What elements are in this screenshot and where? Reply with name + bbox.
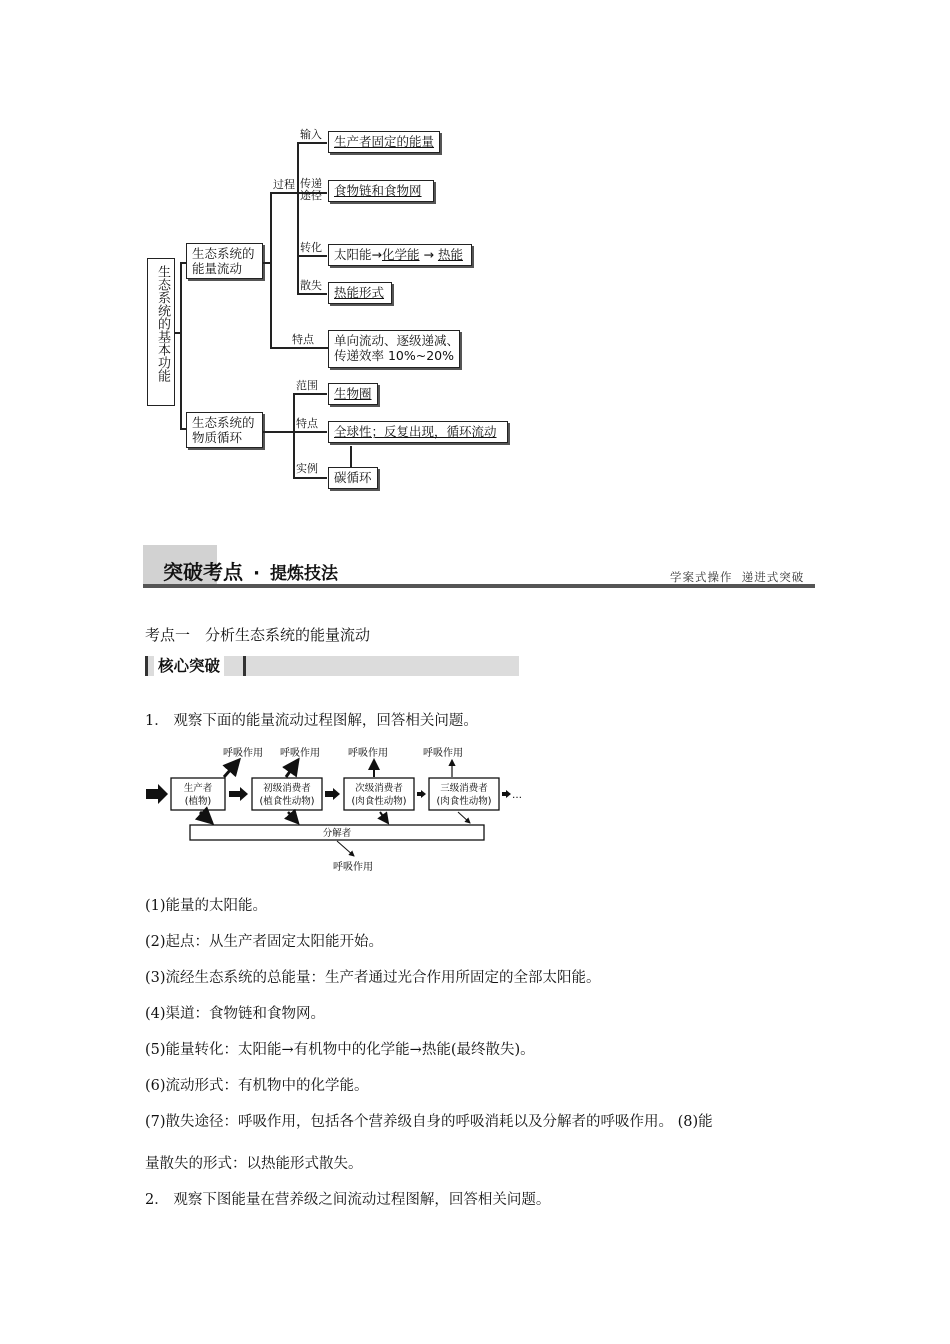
connector xyxy=(297,142,299,294)
connector xyxy=(297,142,327,144)
banner-title: 突破考点 xyxy=(163,560,243,584)
respiration-text: 呼吸作用 xyxy=(423,748,463,759)
core-bar-edge-left xyxy=(145,656,148,676)
respiration-arrow-icon xyxy=(337,841,354,856)
transfer-box xyxy=(328,180,434,202)
feature-value-2: 传递效率 10%~20% xyxy=(334,348,455,363)
energy-flow-diagram xyxy=(140,740,540,880)
item-7: (7)散失途径：呼吸作用，包括各个营养级自身的呼吸消耗以及分解者的呼吸作用。 (8)能 xyxy=(145,1114,713,1130)
decompose-arrow-icon xyxy=(288,812,298,823)
item-2: (2)起点：从生产者固定太阳能开始。 xyxy=(145,934,384,950)
tertiary-text-1: 三级消费者 xyxy=(440,783,488,794)
producer-text-2: (植物) xyxy=(184,796,212,807)
input-label: 输入 xyxy=(300,128,322,141)
material-cycle-label: 生态系统的物质循环 xyxy=(192,415,255,445)
cycle-feature-label: 特点 xyxy=(296,417,318,430)
producer-text-1: 生产者 xyxy=(183,783,213,794)
core-label: 核心突破 xyxy=(154,656,224,676)
convert-b: 化学能 xyxy=(382,247,420,262)
arrow-icon: → xyxy=(419,247,438,262)
feature-label: 特点 xyxy=(292,333,314,346)
banner-right: 学案式操作 递进式突破 xyxy=(670,570,805,584)
connector xyxy=(293,477,327,479)
convert-box xyxy=(328,244,472,266)
respiration-text: 呼吸作用 xyxy=(348,748,388,759)
root-label: 生态系统的基本功能 xyxy=(155,265,170,382)
flow-arrow-icon xyxy=(325,788,340,800)
respiration-arrow-icon xyxy=(286,760,298,777)
energy-flow-label: 生态系统的能量流动 xyxy=(192,246,255,276)
respiration-arrow-icon xyxy=(224,760,239,777)
cycle-feature-value: 全球性；反复出现，循环流动 xyxy=(334,424,497,439)
input-box xyxy=(328,131,440,153)
question-2: 2． 观察下图能量在营养级之间流动过程图解，回答相关问题。 xyxy=(145,1192,551,1208)
dissipate-value: 热能形式 xyxy=(334,285,385,300)
example-value: 碳循环 xyxy=(334,470,372,485)
item-5: (5)能量转化：太阳能→有机物中的化学能→热能(最终散失)。 xyxy=(145,1042,535,1058)
item-6: (6)流动形式：有机物中的化学能。 xyxy=(145,1078,369,1094)
banner-dot: · xyxy=(253,563,260,584)
item-3: (3)流经生态系统的总能量：生产者通过光合作用所固定的全部太阳能。 xyxy=(145,970,601,986)
respiration-text: 呼吸作用 xyxy=(223,748,263,759)
core-bar xyxy=(145,656,519,676)
scope-value: 生物圈 xyxy=(334,386,372,401)
energy-flow-box xyxy=(186,243,263,279)
cycle-feature-box xyxy=(328,421,508,443)
connector xyxy=(350,446,352,468)
material-cycle-box xyxy=(186,412,263,448)
connector xyxy=(270,347,328,349)
example-box xyxy=(328,467,378,489)
connector xyxy=(293,393,295,478)
transfer-value: 食物链和食物网 xyxy=(334,183,422,198)
connector xyxy=(293,431,327,433)
connector xyxy=(263,431,294,433)
banner-subtitle: 提炼技法 xyxy=(270,564,339,584)
respiration-text: 呼吸作用 xyxy=(333,862,373,873)
section-heading: 考点一 分析生态系统的能量流动 xyxy=(145,626,371,644)
connector xyxy=(297,255,327,257)
item-4: (4)渠道：食物链和食物网。 xyxy=(145,1006,326,1022)
arrow-icon: → xyxy=(371,247,382,262)
primary-text-1: 初级消费者 xyxy=(263,783,311,794)
connector xyxy=(293,393,327,395)
scope-label: 范围 xyxy=(296,379,318,392)
banner-title-row xyxy=(163,556,338,585)
connector xyxy=(180,262,182,428)
root-box xyxy=(147,258,175,406)
respiration-text: 呼吸作用 xyxy=(280,748,320,759)
item-8: 量散失的形式：以热能形式散失。 xyxy=(145,1156,363,1172)
scope-box xyxy=(328,383,378,405)
primary-text-2: (植食性动物) xyxy=(259,796,315,807)
process-label: 过程 xyxy=(273,178,295,191)
decompose-arrow-icon xyxy=(200,812,212,823)
feature-value-1: 单向流动、逐级递减、 xyxy=(334,333,460,348)
feature-box xyxy=(328,330,460,368)
transfer-label: 传递途径 xyxy=(300,177,322,202)
question-1: 1． 观察下面的能量流动过程图解，回答相关问题。 xyxy=(145,713,478,729)
flow-arrow-icon xyxy=(417,790,426,798)
convert-label: 转化 xyxy=(300,241,322,254)
secondary-text-1: 次级消费者 xyxy=(355,783,403,794)
decompose-arrow-icon xyxy=(380,812,388,823)
decompose-arrow-icon xyxy=(458,812,470,823)
flow-arrow-icon xyxy=(229,787,248,801)
convert-a: 太阳能 xyxy=(334,247,372,262)
flow-arrow-icon xyxy=(502,790,511,798)
core-bar-edge-right xyxy=(243,656,246,676)
item-1: (1)能量的太阳能。 xyxy=(145,898,268,914)
convert-c: 热能 xyxy=(437,247,463,262)
dissipate-label: 散失 xyxy=(300,279,322,292)
ellipsis-text: … xyxy=(512,790,522,801)
tertiary-text-2: (肉食性动物) xyxy=(436,796,492,807)
secondary-text-2: (肉食性动物) xyxy=(351,796,407,807)
connector xyxy=(270,192,298,194)
example-label: 实例 xyxy=(296,462,318,475)
input-arrow-icon xyxy=(146,784,168,804)
decomposer-text: 分解者 xyxy=(322,828,352,839)
connector xyxy=(297,293,327,295)
input-value: 生产者固定的能量 xyxy=(334,134,435,149)
connector xyxy=(270,192,272,348)
dissipate-box xyxy=(328,282,392,304)
